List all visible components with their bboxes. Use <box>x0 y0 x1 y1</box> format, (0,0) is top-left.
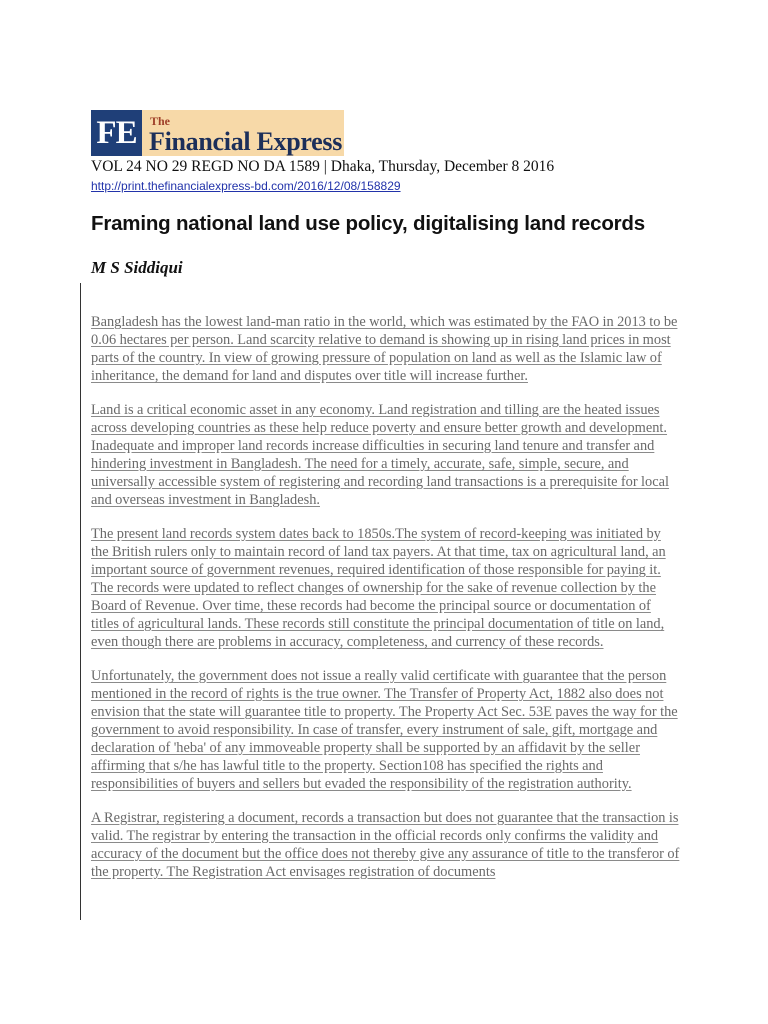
article-author: M S Siddiqui <box>91 258 183 277</box>
logo-initials: FE <box>91 110 145 156</box>
dateline: VOL 24 NO 29 REGD NO DA 1589 | Dhaka, Thursday, December 8 2016 <box>91 158 555 175</box>
article-headline: Framing national land use policy, digitalising land records <box>91 212 645 235</box>
logo-the: The <box>150 114 171 128</box>
logo-name: Financial Express <box>149 127 343 156</box>
article-paragraph: The present land records system dates back to 1850s.The system of record-keeping was initiated by the British rulers only to maintain record of land tax payers. At that time, tax on agricultural land, an important source of government revenues, required identification of those responsible for paying it. The records were updated to reflect changes of ownership for the sake of revenue collection by the Board of Revenue. Over time, these records had become the principal source or documentation of titles of agricultural lands. These records still constitute the principal documentation of title on land, even though there are problems in accuracy, completeness, and currency of these records. <box>91 526 666 650</box>
article-body <box>91 313 681 897</box>
margin-rule <box>80 283 81 920</box>
article-paragraph: Unfortunately, the government does not issue a really valid certificate with guarantee that the person mentioned in the record of rights is the true owner. The Transfer of Property Act, 1882 also does not envision that the state will guarantee title to property. The Property Act Sec. 53E paves the way for the government to avoid responsibility. In case of transfer, every instrument of sale, gift, mortgage and declaration of 'heba' of any immoveable property shall be supported by an affidavit by the seller affirming that s/he has lawful title to the property. Section108 has specified the rights and responsibilities of buyers and sellers but evaded the responsibility of the registration authority. <box>91 668 678 792</box>
article-paragraph: Bangladesh has the lowest land-man ratio in the world, which was estimated by the FAO in 2013 to be 0.06 hectares per person. Land scarcity relative to demand is showing up in rising land prices in most parts of the country. In view of growing pressure of population on land as well as the Islamic law of inheritance, the demand for land and disputes over title will increase further. <box>91 314 678 384</box>
article-paragraph: Land is a critical economic asset in any economy. Land registration and tilling are the heated issues across developing countries as these help reduce poverty and ensure better growth and development. Inadequate and improper land records increase difficulties in securing land tenure and transfer and hindering investment in Bangladesh. The need for a timely, accurate, safe, simple, secure, and universally accessible system of registering and recording land transactions is a prerequisite for local and overseas investment in Bangladesh. <box>91 402 670 508</box>
article-paragraph: A Registrar, registering a document, records a transaction but does not guarantee that the transaction is valid. The registrar by entering the transaction in the official records only confirms the validity and accuracy of the document but the office does not thereby give any assurance of title to the transferor of the property. The Registration Act envisages registration of documents <box>91 810 680 880</box>
logo-text <box>145 110 344 156</box>
financial-express-logo <box>91 110 344 156</box>
source-url-link[interactable]: http://print.thefinancialexpress-bd.com/2016/12/08/158829 <box>91 179 401 193</box>
